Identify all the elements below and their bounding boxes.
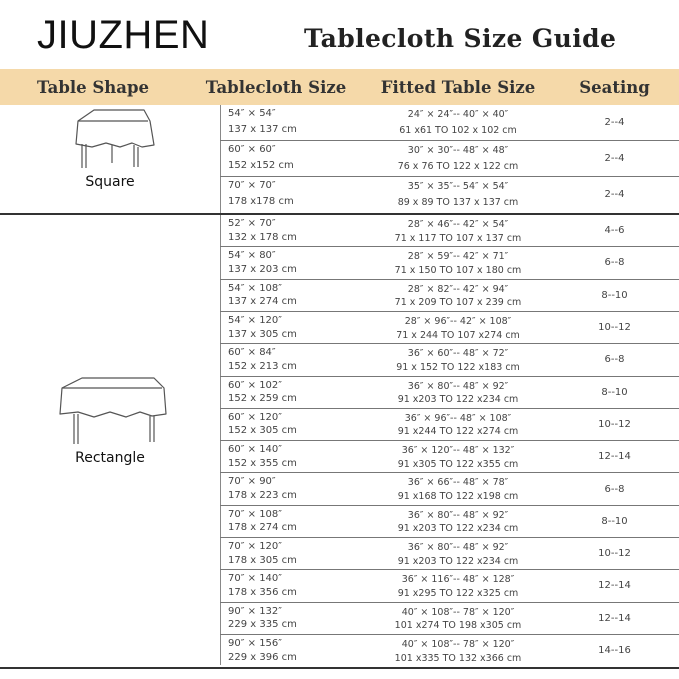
fitted-size-cm: 71 x 244 TO 107 x274 cm <box>396 329 520 341</box>
tablecloth-size-inches: 60″ × 120″ <box>228 411 283 423</box>
fitted-size-inches: 40″ × 108″-- 78″ × 120″ <box>401 606 515 618</box>
fitted-size-cm: 91 x305 TO 122 x355 cm <box>397 458 519 470</box>
group-divider <box>0 213 679 215</box>
fitted-size-cm: 89 x 89 TO 137 x 137 cm <box>397 196 519 208</box>
fitted-size-cm: 91 x203 TO 122 x234 cm <box>397 394 519 406</box>
seating-value: 12--14 <box>598 451 631 463</box>
tablecloth-size-cm: 152 x 213 cm <box>228 360 297 372</box>
tablecloth-size-inches: 70″ × 120″ <box>228 541 283 552</box>
seating-value: 8--10 <box>601 289 628 301</box>
row-divider <box>220 537 679 538</box>
tablecloth-size-inches: 70″ × 90″ <box>228 476 276 488</box>
tablecloth-size-inches: 60″ × 84″ <box>228 347 276 359</box>
seating-value: 6--8 <box>604 354 625 366</box>
fitted-size-inches: 36″ × 80″-- 48″ × 92″ <box>407 509 509 521</box>
fitted-size-inches: 30″ × 30″-- 48″ × 48″ <box>407 145 509 156</box>
tablecloth-size-cm: 132 x 178 cm <box>228 231 297 243</box>
table-header <box>0 69 679 105</box>
tablecloth-size-inches: 52″ × 70″ <box>228 218 276 229</box>
brand-logo: JIUZHEN <box>37 13 210 57</box>
fitted-size-inches: 36″ × 96″-- 48″ × 108″ <box>404 412 512 424</box>
fitted-size-cm: 71 x 117 TO 107 x 137 cm <box>394 232 522 244</box>
tablecloth-size-inches: 70″ × 140″ <box>228 573 283 585</box>
row-divider <box>220 311 679 312</box>
fitted-size-cm: 91 x203 TO 122 x234 cm <box>397 555 519 567</box>
fitted-size-cm: 101 x335 TO 132 x366 cm <box>394 652 522 664</box>
fitted-size-inches: 35″ × 35″-- 54″ × 54″ <box>407 181 509 192</box>
tablecloth-size-inches: 54″ × 80″ <box>228 250 276 262</box>
fitted-size-inches: 28″ × 59″-- 42″ × 71″ <box>407 251 509 263</box>
column-divider <box>220 105 221 665</box>
fitted-size-cm: 91 x 152 TO 122 x183 cm <box>396 361 520 373</box>
fitted-size-cm: 91 x203 TO 122 x234 cm <box>397 523 519 535</box>
seating-value: 8--10 <box>601 386 628 398</box>
tablecloth-size-cm: 178 x178 cm <box>228 195 294 207</box>
fitted-size-cm: 76 x 76 TO 122 x 122 cm <box>397 160 519 172</box>
row-divider <box>220 602 679 603</box>
fitted-size-cm: 101 x274 TO 198 x305 cm <box>394 620 522 632</box>
header-seating: Seating <box>579 78 650 97</box>
seating-value: 2--4 <box>604 153 625 164</box>
row-divider <box>220 376 679 377</box>
row-divider <box>220 472 679 473</box>
row-divider <box>220 246 679 247</box>
tablecloth-size-inches: 54″ × 54″ <box>228 108 276 119</box>
tablecloth-size-inches: 90″ × 132″ <box>228 605 283 617</box>
tablecloth-size-inches: 54″ × 108″ <box>228 282 283 294</box>
row-divider <box>220 569 679 570</box>
group-divider <box>0 667 679 669</box>
tablecloth-size-inches: 60″ × 60″ <box>228 144 276 155</box>
fitted-size-inches: 36″ × 116″-- 48″ × 128″ <box>401 574 515 586</box>
fitted-size-inches: 24″ × 24″-- 40″ × 40″ <box>407 109 509 120</box>
tablecloth-size-cm: 152 x 355 cm <box>228 457 297 469</box>
row-divider <box>220 279 679 280</box>
size-table <box>0 105 679 665</box>
row-divider <box>220 634 679 635</box>
fitted-size-cm: 71 x 209 TO 107 x 239 cm <box>394 297 522 309</box>
seating-value: 14--16 <box>598 645 631 657</box>
shape-label: Square <box>85 174 135 190</box>
seating-value: 10--12 <box>598 548 631 560</box>
header-tablecloth-size: Tablecloth Size <box>205 78 347 97</box>
row-divider <box>220 408 679 409</box>
tablecloth-size-inches: 54″ × 120″ <box>228 314 283 326</box>
page-title: Tablecloth Size Guide <box>304 24 617 53</box>
seating-value: 8--10 <box>601 515 628 527</box>
tablecloth-size-inches: 60″ × 102″ <box>228 379 283 391</box>
header-table-shape: Table Shape <box>36 78 150 97</box>
fitted-size-inches: 40″ × 108″-- 78″ × 120″ <box>401 638 515 650</box>
rectangle-table-icon <box>50 374 170 448</box>
tablecloth-size-cm: 178 x 223 cm <box>228 490 297 502</box>
tablecloth-size-inches: 90″ × 156″ <box>228 637 283 649</box>
tablecloth-size-inches: 60″ × 140″ <box>228 444 283 456</box>
tablecloth-size-cm: 152 x152 cm <box>228 159 294 171</box>
square-table-icon <box>62 107 158 171</box>
tablecloth-size-cm: 178 x 305 cm <box>228 554 297 566</box>
tablecloth-size-cm: 178 x 356 cm <box>228 586 297 598</box>
tablecloth-size-inches: 70″ × 108″ <box>228 508 283 520</box>
seating-value: 2--4 <box>604 117 625 128</box>
seating-value: 10--12 <box>598 418 631 430</box>
tablecloth-size-cm: 178 x 274 cm <box>228 522 297 534</box>
tablecloth-size-cm: 229 x 396 cm <box>228 651 297 663</box>
tablecloth-size-cm: 137 x 203 cm <box>228 263 297 275</box>
fitted-size-cm: 61 x61 TO 102 x 102 cm <box>399 124 517 136</box>
fitted-size-inches: 36″ × 80″-- 48″ × 92″ <box>407 380 509 392</box>
row-divider <box>220 140 679 141</box>
fitted-size-inches: 36″ × 80″-- 48″ × 92″ <box>407 542 509 553</box>
fitted-size-inches: 36″ × 60″-- 48″ × 72″ <box>407 348 509 360</box>
row-divider <box>220 176 679 177</box>
tablecloth-size-cm: 229 x 335 cm <box>228 619 297 631</box>
tablecloth-size-cm: 152 x 305 cm <box>228 425 297 437</box>
fitted-size-inches: 36″ × 66″-- 48″ × 78″ <box>407 477 509 489</box>
seating-value: 2--4 <box>604 189 625 200</box>
row-divider <box>220 440 679 441</box>
shape-label: Rectangle <box>75 450 145 467</box>
tablecloth-size-cm: 137 x 274 cm <box>228 296 297 308</box>
fitted-size-cm: 91 x295 TO 122 x325 cm <box>397 587 519 599</box>
seating-value: 6--8 <box>604 483 625 495</box>
seating-value: 4--6 <box>604 225 625 237</box>
tablecloth-size-cm: 152 x 259 cm <box>228 393 297 405</box>
seating-value: 12--14 <box>598 612 631 624</box>
fitted-size-inches: 28″ × 96″-- 42″ × 108″ <box>404 315 512 327</box>
fitted-size-cm: 91 x244 TO 122 x274 cm <box>397 426 519 438</box>
tablecloth-size-inches: 70″ × 70″ <box>228 180 276 191</box>
tablecloth-size-cm: 137 x 137 cm <box>228 123 297 135</box>
row-divider <box>220 343 679 344</box>
fitted-size-inches: 36″ × 120″-- 48″ × 132″ <box>401 445 515 457</box>
fitted-size-cm: 91 x168 TO 122 x198 cm <box>397 491 519 503</box>
fitted-size-cm: 71 x 150 TO 107 x 180 cm <box>394 264 522 276</box>
seating-value: 12--14 <box>598 580 631 592</box>
tablecloth-size-cm: 137 x 305 cm <box>228 328 297 340</box>
header-fitted-table-size: Fitted Table Size <box>380 78 536 97</box>
fitted-size-inches: 28″ × 46″-- 42″ × 54″ <box>407 219 509 230</box>
seating-value: 6--8 <box>604 257 625 269</box>
seating-value: 10--12 <box>598 322 631 334</box>
fitted-size-inches: 28″ × 82″-- 42″ × 94″ <box>407 283 509 295</box>
row-divider <box>220 505 679 506</box>
